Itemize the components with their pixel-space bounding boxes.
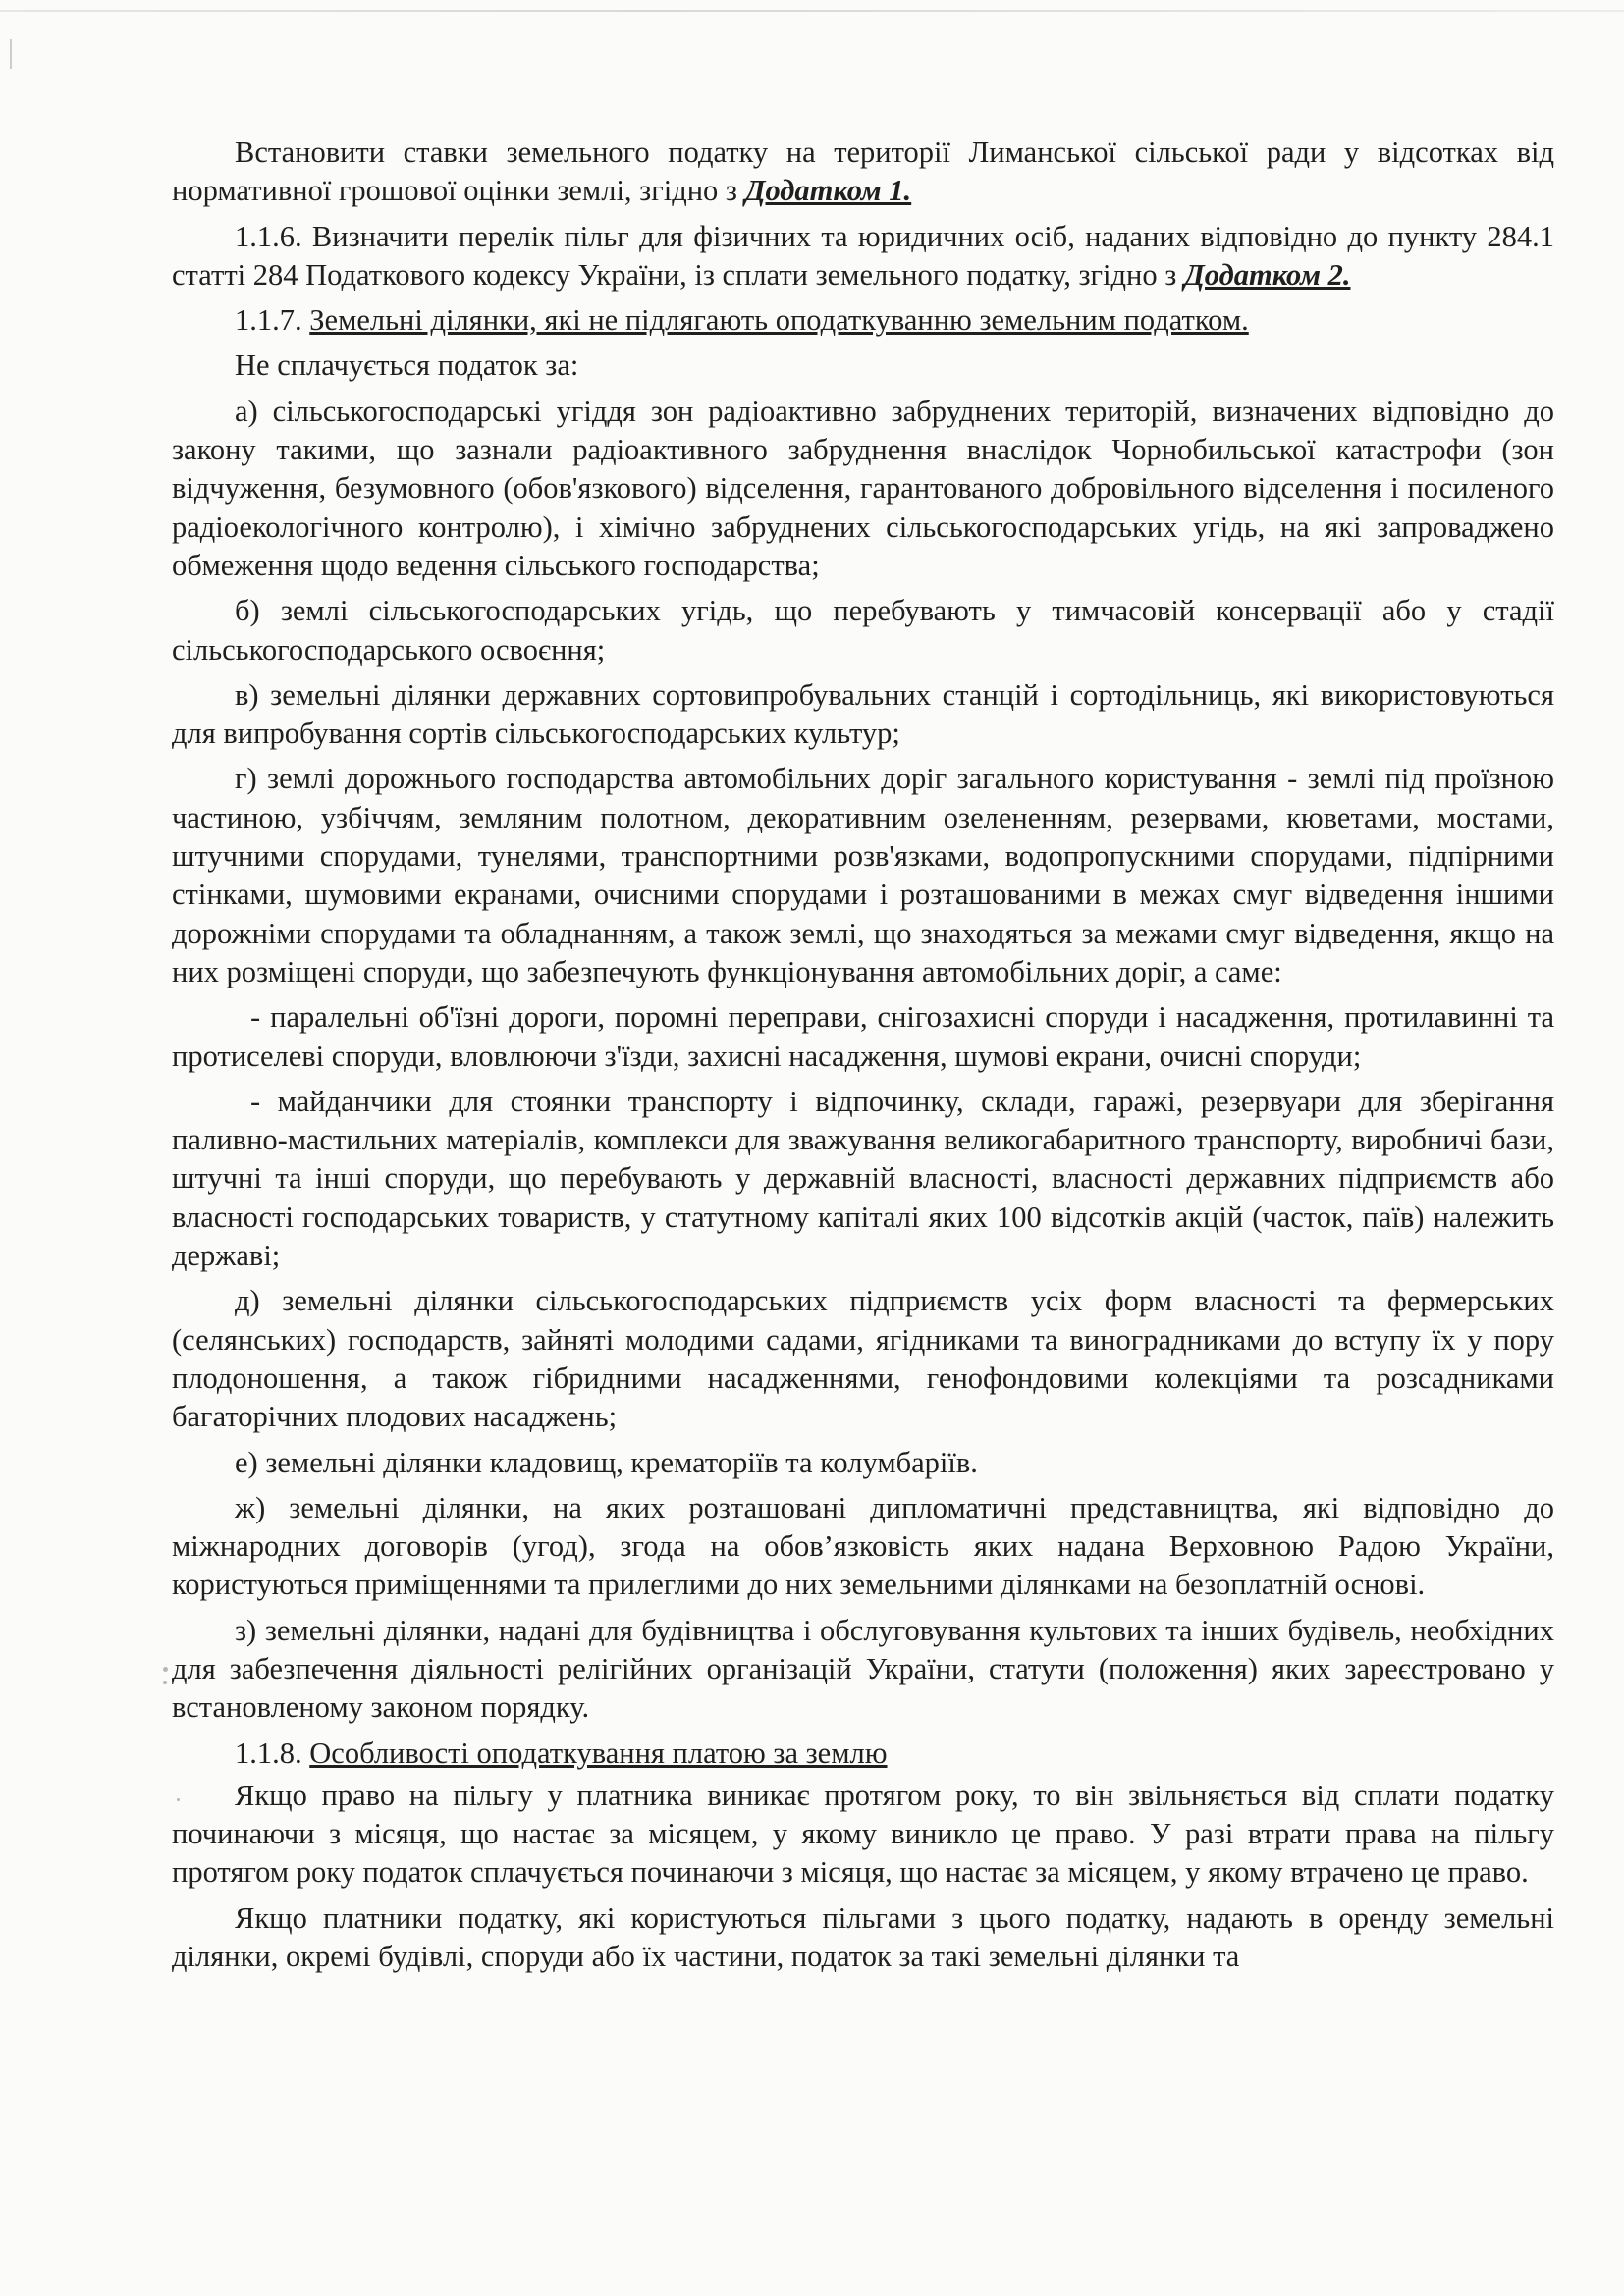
paragraph-not-taxed: Не сплачується податок за: [235, 348, 579, 383]
section-number: 1.1.7. [235, 303, 302, 338]
item-z: з) земельні ділянки, надані для будівництва і обслуговування культових та інших будівель, необхідних для забезпечення діяльності релігійних організацій України, статути (положення) яких зареєстровано у встановленому законом порядку. [172, 1613, 1554, 1725]
item-g-dash-1: - паралельні об'їзні дороги, поромні переправи, снігозахисні споруди і насадження, протилавинні та протиселеві споруди, вловлюючи з'їзди, захисні насадження, шумові екрани, очисні споруди; [172, 1000, 1554, 1073]
item-zh: ж) земельні ділянки, на яких розташовані дипломатичні представництва, які відповідно до міжнародних договорів (угод), згода на обов’язковість яких надана Верховною Радою України, користуються приміщеннями та прилеглими до них земельними ділянками на безоплатній основі. [172, 1490, 1554, 1602]
paragraph-1-1-7 [172, 301, 1554, 340]
section-heading: Особливості оподаткування платою за землю [309, 1735, 888, 1770]
document-page [172, 133, 1554, 1983]
paragraph-rates [172, 133, 1554, 211]
item-a: а) сільськогосподарські угіддя зон радіоактивно забруднених територій, визначених відповідно до закону такими, що зазнали радіоактивного забруднення внаслідок Чорнобильської катастрофи (зон відчуження, безумовного (обов'язкового) відселення, гарантованого добровільного відселення і посиленого радіоекологічного контролю), і хімічно забруднених сільськогосподарських угідь, на які запроваджено обмеження щодо ведення сільського господарства; [172, 394, 1554, 582]
item-v: в) земельні ділянки державних сортовипробувальних станцій і сортодільниць, які використовуються для випробування сортів сільськогосподарських культур; [172, 677, 1554, 751]
paragraph-1-1-6 [172, 218, 1554, 295]
section-heading: Земельні ділянки, які не підлягають оподаткуванню земельним податком. [309, 303, 1249, 338]
section-number: 1.1.8. [235, 1735, 302, 1770]
appendix-1-link: Додатком 1. [744, 174, 912, 208]
item-b: б) землі сільськогосподарських угідь, що перебувають у тимчасовій консервації або у стадії сільськогосподарського освоєння; [172, 594, 1554, 667]
paragraph-benefit-right: Якщо право на пільгу у платника виникає протягом року, то він звільняється від сплати податку починаючи з місяця, що настає за місяцем, у якому виникло це право. У разі втрати права на пільгу протягом року податок сплачується починаючи з місяця, що настає за місяцем, у якому втрачено це право. [172, 1778, 1554, 1890]
item-d: д) земельні ділянки сільськогосподарських підприємств усіх форм власності та фермерських (селянських) господарств, зайняті молодими садами, ягідниками та виноградниками до вступу їх у пору плодоношення, а також гібридними насадженнями, генофондовими колекціями та розсадниками багаторічних плодових насаджень; [172, 1284, 1554, 1434]
paragraph-text: Встановити ставки земельного податку на території Лиманської сільської ради у відсотках від нормативної грошової оцінки землі, згідно з [172, 135, 1554, 208]
appendix-2-link: Додатком 2. [1183, 257, 1351, 292]
scan-speck [163, 1681, 167, 1684]
scan-speck [163, 1667, 168, 1672]
item-g: г) землі дорожнього господарства автомобільних доріг загального користування - землі під проїзною частиною, узбіччям, земляним полотном, декоративним озелененням, резервами, кюветами, мостами, штучними спорудами, тунелями, транспортними розв'язками, водопропускними спорудами, підпірними стінками, шумовими екранами, очисними спорудами і розташованими в межах смуг відведення іншими дорожніми спорудами та обладнанням, а також землі, що знаходяться за межами смуг відведення, якщо на них розміщені споруди, що забезпечують функціонування автомобільних доріг, а саме: [172, 762, 1554, 988]
paragraph-1-1-8 [172, 1735, 1554, 1773]
margin-mark [10, 39, 15, 69]
item-g-dash-2: - майданчики для стоянки транспорту і відпочинку, склади, гаражі, резервуари для зберігання паливно-мастильних матеріалів, комплекси для зважування великогабаритного транспорту, виробничі бази, штучні та інші споруди, що перебувають у державній власності, власності державних підприємств або власності господарських товариств, у статутному капіталі яких 100 відсотків акцій (часток, паїв) належить державі; [172, 1084, 1554, 1273]
paragraph-rent: Якщо платники податку, які користуються пільгами з цього податку, надають в оренду земельні ділянки, окремі будівлі, споруди або їх частини, податок за такі земельні ділянки та [172, 1900, 1554, 1974]
item-e: е) земельні ділянки кладовищ, крематоріїв та колумбаріїв. [235, 1445, 978, 1479]
scan-edge [0, 10, 1624, 12]
paragraph-text: 1.1.6. Визначити перелік пільг для фізичних та юридичних осіб, наданих відповідно до пункту 284.1 статті 284 Податкового кодексу України, із сплати земельного податку, згідно з [172, 219, 1554, 292]
